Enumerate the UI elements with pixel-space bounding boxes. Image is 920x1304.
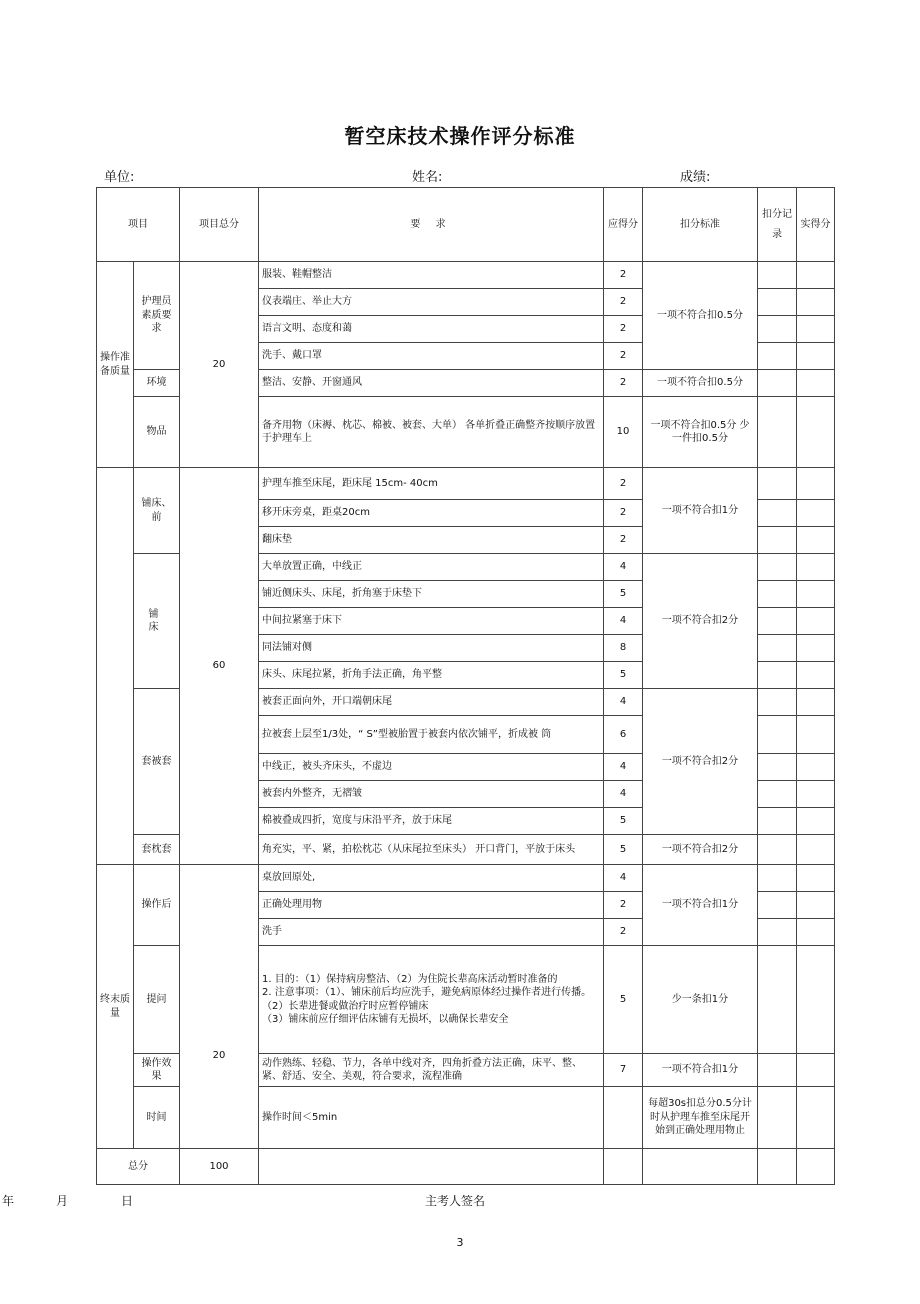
requirement: 服装、鞋帽整洁 <box>259 262 604 289</box>
sub-nurse: 护理员素质要求 <box>134 262 180 370</box>
sub-time: 时间 <box>134 1087 180 1149</box>
actual-cell[interactable] <box>797 919 835 946</box>
scoring-table <box>96 187 835 1185</box>
table-row <box>97 865 835 892</box>
actual-cell[interactable] <box>797 754 835 781</box>
actual-cell[interactable] <box>797 581 835 608</box>
score: 2 <box>604 262 643 289</box>
record-cell[interactable] <box>758 527 797 554</box>
score: 8 <box>604 635 643 662</box>
page-number: 3 <box>456 1236 464 1249</box>
requirement: 大单放置正确，中线正 <box>259 554 604 581</box>
col-project: 项目 <box>97 188 180 262</box>
record-cell[interactable] <box>758 946 797 1054</box>
sub-before: 铺床、前 <box>134 468 180 554</box>
actual-cell[interactable] <box>797 554 835 581</box>
record-cell[interactable] <box>758 608 797 635</box>
score: 2 <box>604 468 643 500</box>
score: 10 <box>604 397 643 468</box>
actual-cell[interactable] <box>797 316 835 343</box>
requirement: 备齐用物（床褥、枕芯、棉被、被套、大单） 各单折叠正确整齐按顺序放置于护理车上 <box>259 397 604 468</box>
record-cell[interactable] <box>758 808 797 835</box>
requirement: 中间拉紧塞于床下 <box>259 608 604 635</box>
section-final-name: 终末质量 <box>97 865 134 1149</box>
actual-cell[interactable] <box>797 946 835 1054</box>
requirement: 床头、床尾拉紧，折角手法正确，角平整 <box>259 662 604 689</box>
deduct-bed: 一项不符合扣2分 <box>643 554 758 689</box>
deduct-items: 一项不符合扣0.5分 少一件扣0.5分 <box>643 397 758 468</box>
score: 2 <box>604 370 643 397</box>
footer-year: 年 <box>2 1194 15 1208</box>
requirement: 语言文明、态度和蔼 <box>259 316 604 343</box>
actual-cell[interactable] <box>797 689 835 716</box>
deduct-nurse: 一项不符合扣0.5分 <box>643 262 758 370</box>
actual-cell[interactable] <box>797 468 835 500</box>
document-title: 暂空床技术操作评分标准 <box>344 124 576 148</box>
actual-cell[interactable] <box>797 892 835 919</box>
record-cell[interactable] <box>758 919 797 946</box>
record-cell[interactable] <box>758 635 797 662</box>
actual-cell[interactable] <box>797 527 835 554</box>
requirement: 动作熟练、轻稳、节力，各单中线对齐，四角折叠方法正确，床平、整、紧、舒适、安全、美观，符合要求，流程准确 <box>259 1054 604 1087</box>
actual-cell[interactable] <box>797 835 835 865</box>
requirement: 翻床垫 <box>259 527 604 554</box>
deduct-before: 一项不符合扣1分 <box>643 468 758 554</box>
score: 4 <box>604 781 643 808</box>
requirement: 洗手 <box>259 919 604 946</box>
score: 2 <box>604 892 643 919</box>
record-cell[interactable] <box>758 554 797 581</box>
actual-cell[interactable] <box>797 370 835 397</box>
score: 4 <box>604 865 643 892</box>
record-cell[interactable] <box>758 835 797 865</box>
requirement: 中线正，被头齐床头，不虚边 <box>259 754 604 781</box>
blank-cell <box>604 1149 643 1185</box>
deduct-effect: 一项不符合扣1分 <box>643 1054 758 1087</box>
actual-cell[interactable] <box>797 635 835 662</box>
score: 5 <box>604 835 643 865</box>
unit-label: 单位: <box>104 170 135 185</box>
score: 2 <box>604 500 643 527</box>
ask-line: 2. 注意事项：（1）、铺床前后均应洗手，避免病原体经过操作者进行传播。 <box>262 987 592 998</box>
score: 4 <box>604 608 643 635</box>
requirement: 仪表端庄、举止大方 <box>259 289 604 316</box>
score: 5 <box>604 581 643 608</box>
score <box>604 1087 643 1149</box>
record-cell[interactable] <box>758 370 797 397</box>
record-cell[interactable] <box>758 1087 797 1149</box>
blank-cell <box>643 1149 758 1185</box>
footer-day: 日 <box>121 1194 134 1208</box>
col-actual: 实得分 <box>797 188 835 262</box>
blank-cell <box>259 1149 604 1185</box>
record-cell[interactable] <box>758 397 797 468</box>
requirement: 被套内外整齐，无褶皱 <box>259 781 604 808</box>
ask-line: （2）长辈进餐或做治疗时应暂停铺床 <box>262 1000 429 1012</box>
score: 5 <box>604 662 643 689</box>
ask-line: 1. 目的：（1）保持病房整洁、（2）为住院长辈高床活动暂时准备的 <box>262 973 558 985</box>
col-total: 项目总分 <box>180 188 259 262</box>
total-value: 100 <box>180 1149 259 1185</box>
actual-cell[interactable] <box>797 808 835 835</box>
score: 5 <box>604 946 643 1054</box>
record-cell[interactable] <box>758 1149 797 1185</box>
col-require: 要 求 <box>259 188 604 262</box>
process-total: 60 <box>180 468 259 865</box>
table-header-row <box>97 188 835 262</box>
requirement: 操作时间＜5min <box>259 1087 604 1149</box>
record-cell[interactable] <box>758 581 797 608</box>
record-cell[interactable] <box>758 689 797 716</box>
requirement: 正确处理用物 <box>259 892 604 919</box>
record-cell[interactable] <box>758 500 797 527</box>
total-label: 总分 <box>97 1149 180 1185</box>
record-cell[interactable] <box>758 262 797 289</box>
actual-cell[interactable] <box>797 262 835 289</box>
actual-cell[interactable] <box>797 781 835 808</box>
col-should-score: 应得分 <box>604 188 643 262</box>
requirement: 铺近侧床头、床尾，折角塞于床垫下 <box>259 581 604 608</box>
score-label: 成绩: <box>680 170 711 185</box>
requirement: 整洁、安静、开窗通风 <box>259 370 604 397</box>
score: 2 <box>604 343 643 370</box>
actual-cell[interactable] <box>797 608 835 635</box>
record-cell[interactable] <box>758 781 797 808</box>
final-total: 20 <box>180 865 259 1149</box>
record-cell[interactable] <box>758 892 797 919</box>
sub-ask: 提问 <box>134 946 180 1054</box>
deduct-quilt: 一项不符合扣2分 <box>643 689 758 835</box>
sub-effect: 操作效果 <box>134 1054 180 1087</box>
record-cell[interactable] <box>758 289 797 316</box>
record-cell[interactable] <box>758 754 797 781</box>
section-process-name <box>97 468 134 865</box>
name-label: 姓名: <box>412 170 443 185</box>
ask-line: （3）铺床前应仔细评估床铺有无损坏，以确保长辈安全 <box>262 1014 509 1025</box>
requirement: 同法铺对侧 <box>259 635 604 662</box>
score: 2 <box>604 316 643 343</box>
deduct-ask: 少一条扣1分 <box>643 946 758 1054</box>
record-cell[interactable] <box>758 716 797 754</box>
requirement: 拉被套上层至1/3处，“ S”型被胎置于被套内依次铺平，折成被 筒 <box>259 716 604 754</box>
actual-cell[interactable] <box>797 1087 835 1149</box>
actual-cell[interactable] <box>797 1149 835 1185</box>
col-deduct-std: 扣分标准 <box>643 188 758 262</box>
score: 6 <box>604 716 643 754</box>
table-row <box>97 468 835 500</box>
score: 4 <box>604 689 643 716</box>
requirement: 护理车推至床尾，距床尾 15cm- 40cm <box>259 468 604 500</box>
record-cell[interactable] <box>758 468 797 500</box>
record-cell[interactable] <box>758 316 797 343</box>
sub-quilt: 套被套 <box>134 689 180 835</box>
sub-items: 物品 <box>134 397 180 468</box>
requirement: 移开床旁桌，距桌20cm <box>259 500 604 527</box>
score: 2 <box>604 289 643 316</box>
record-cell[interactable] <box>758 662 797 689</box>
table-row <box>97 262 835 289</box>
score: 2 <box>604 527 643 554</box>
score: 7 <box>604 1054 643 1087</box>
actual-cell[interactable] <box>797 289 835 316</box>
sub-pillow: 套枕套 <box>134 835 180 865</box>
requirement: 角充实，平、紧，拍松枕芯（从床尾拉至床头） 开口背门，平放于床头 <box>259 835 604 865</box>
score: 4 <box>604 754 643 781</box>
score: 4 <box>604 554 643 581</box>
actual-cell[interactable] <box>797 500 835 527</box>
section-prep-name: 操作准备质量 <box>97 262 134 468</box>
total-row <box>97 1149 835 1185</box>
prep-total: 20 <box>180 262 259 468</box>
requirement: 被套正面向外，开口端朝床尾 <box>259 689 604 716</box>
requirement: 棉被叠成四折，宽度与床沿平齐，放于床尾 <box>259 808 604 835</box>
score: 2 <box>604 919 643 946</box>
sub-env: 环境 <box>134 370 180 397</box>
actual-cell[interactable] <box>797 343 835 370</box>
col-deduct-record: 扣分记录 <box>758 188 797 262</box>
actual-cell[interactable] <box>797 1054 835 1087</box>
requirement: 桌放回原处, <box>259 865 604 892</box>
sub-after: 操作后 <box>134 865 180 946</box>
score: 5 <box>604 808 643 835</box>
deduct-time: 每超30s扣总分0.5分计时从护理车推至床尾开始到正确处理用物止 <box>643 1087 758 1149</box>
footer-month: 月 <box>56 1194 69 1208</box>
actual-cell[interactable] <box>797 397 835 468</box>
record-cell[interactable] <box>758 343 797 370</box>
actual-cell[interactable] <box>797 865 835 892</box>
sub-bed: 铺 床 <box>134 554 180 689</box>
record-cell[interactable] <box>758 1054 797 1087</box>
examiner-signature-label: 主考人签名 <box>425 1194 486 1208</box>
actual-cell[interactable] <box>797 716 835 754</box>
deduct-after: 一项不符合扣1分 <box>643 865 758 946</box>
deduct-env: 一项不符合扣0.5分 <box>643 370 758 397</box>
requirement: 洗手、戴口罩 <box>259 343 604 370</box>
deduct-pillow: 一项不符合扣2分 <box>643 835 758 865</box>
ask-requirements <box>259 946 604 1054</box>
record-cell[interactable] <box>758 865 797 892</box>
actual-cell[interactable] <box>797 662 835 689</box>
